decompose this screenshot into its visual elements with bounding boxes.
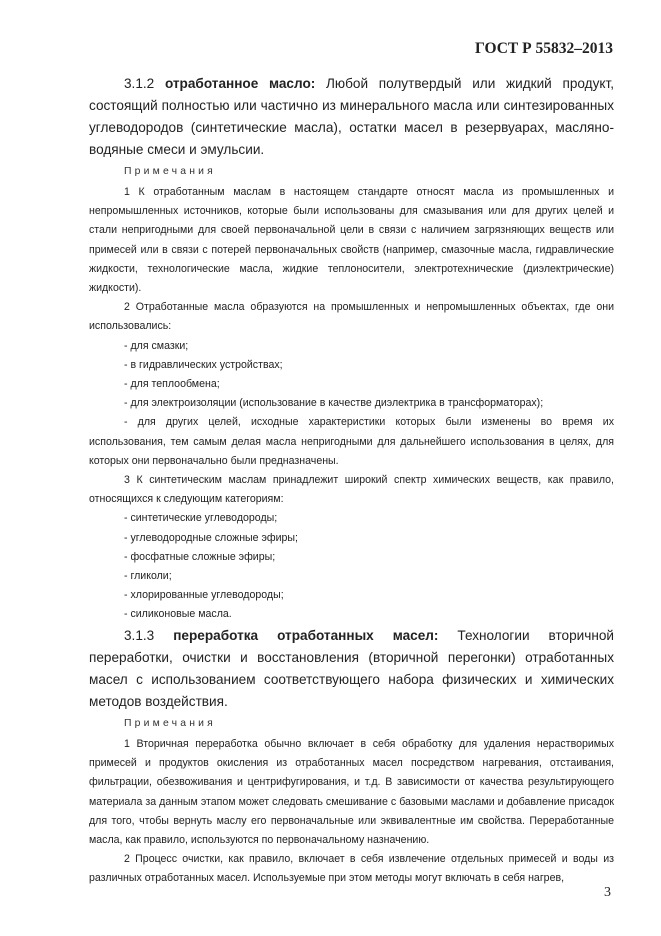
list-item: - хлорированные углеводороды; — [124, 589, 284, 602]
list-item: - синтетические углеводороды; — [124, 512, 278, 525]
definition-paragraph — [89, 625, 614, 713]
note-1: 1 К отработанным маслам в настоящем стандарте относят масла из промышленных и непромышленных источников, которые были использованы для смазывания или для других целей и стали непригодными для своей первоначальной цели в связи с наличием загрязняющих веществ или примесей или в связи с потерей первоначальных свойств (например, смазочные масла, гидравлические жидкости, технологические масла, жидкие теплоносители, электротехнические (диэлектрические) жидкости). — [89, 186, 614, 295]
section-3-1-3 — [89, 625, 614, 889]
page-number: 3 — [604, 885, 611, 900]
list-item-long: - для других целей, исходные характеристики которых были изменены во время их использования, тем самым делая масла непригодными для дальнейшего использования в целях, для которых они первоначально были предназначены. — [89, 416, 614, 467]
definition-paragraph — [89, 73, 614, 161]
list-item: - гликоли; — [124, 570, 172, 583]
term-definition: Технологии вторичной переработки, очистки и восстановления (вторичной перегонки) отработанных масел с использованием соответствующего набора физических и химических методов воздействия. — [89, 628, 615, 709]
term-title: отработанное масло: — [164, 76, 316, 91]
term-number: 3.1.2 — [124, 76, 155, 91]
list-item: - для электроизоляции (использование в качестве диэлектрика в трансформаторах); — [124, 397, 544, 410]
note-2: 2 Отработанные масла образуются на промышленных и непромышленных объектах, где они использовались: — [89, 301, 614, 333]
list-item: - для смазки; — [124, 339, 189, 352]
note-2: 2 Процесс очистки, как правило, включает в себя извлечение отдельных примесей и воды из различных отработанных масел. Используемые при этом методы могут включать в себя нагрев, — [89, 853, 614, 885]
term-number: 3.1.3 — [124, 628, 155, 643]
document-header: ГОСТ Р 55832–2013 — [475, 40, 613, 57]
list-item: - для теплообмена; — [124, 378, 220, 391]
list-item: - силиконовые масла. — [124, 608, 232, 621]
list-item: - углеводородные сложные эфиры; — [124, 531, 298, 544]
note-3: 3 К синтетическим маслам принадлежит широкий спектр химических веществ, как правило, относящихся к следующим категориям: — [89, 474, 614, 506]
list-item: - в гидравлических устройствах; — [124, 358, 283, 371]
term-title: переработка отработанных масел: — [173, 628, 439, 643]
section-3-1-2 — [89, 73, 614, 625]
list-item: - фосфатные сложные эфиры; — [124, 550, 276, 563]
term-definition: Любой полутвердый или жидкий продукт, состоящий полностью или частично из минерального масла или синтезированных углеводородов (синтетические масла), остатки масел в резервуарах, масляно-водяные смеси и эмульсии. — [89, 76, 614, 157]
notes-heading: Примечания — [124, 166, 216, 177]
note-1: 1 Вторичная переработка обычно включает в себя обработку для удаления нерастворимых примесей и продуктов окисления из отработанных масел посредством нагревания, отстаивания, фильтрации, обезвоживания и центрифугирования, и т.д. В зависимости от качества результирующего материала за данным этапом может следовать смешивание с базовыми маслами и добавление присадок для того, чтобы вернуть маслу его первоначальные или эквивалентные им свойства. Переработанные масла, как правило, используются по первоначальному назначению. — [89, 738, 614, 847]
notes-heading: Примечания — [124, 718, 216, 729]
